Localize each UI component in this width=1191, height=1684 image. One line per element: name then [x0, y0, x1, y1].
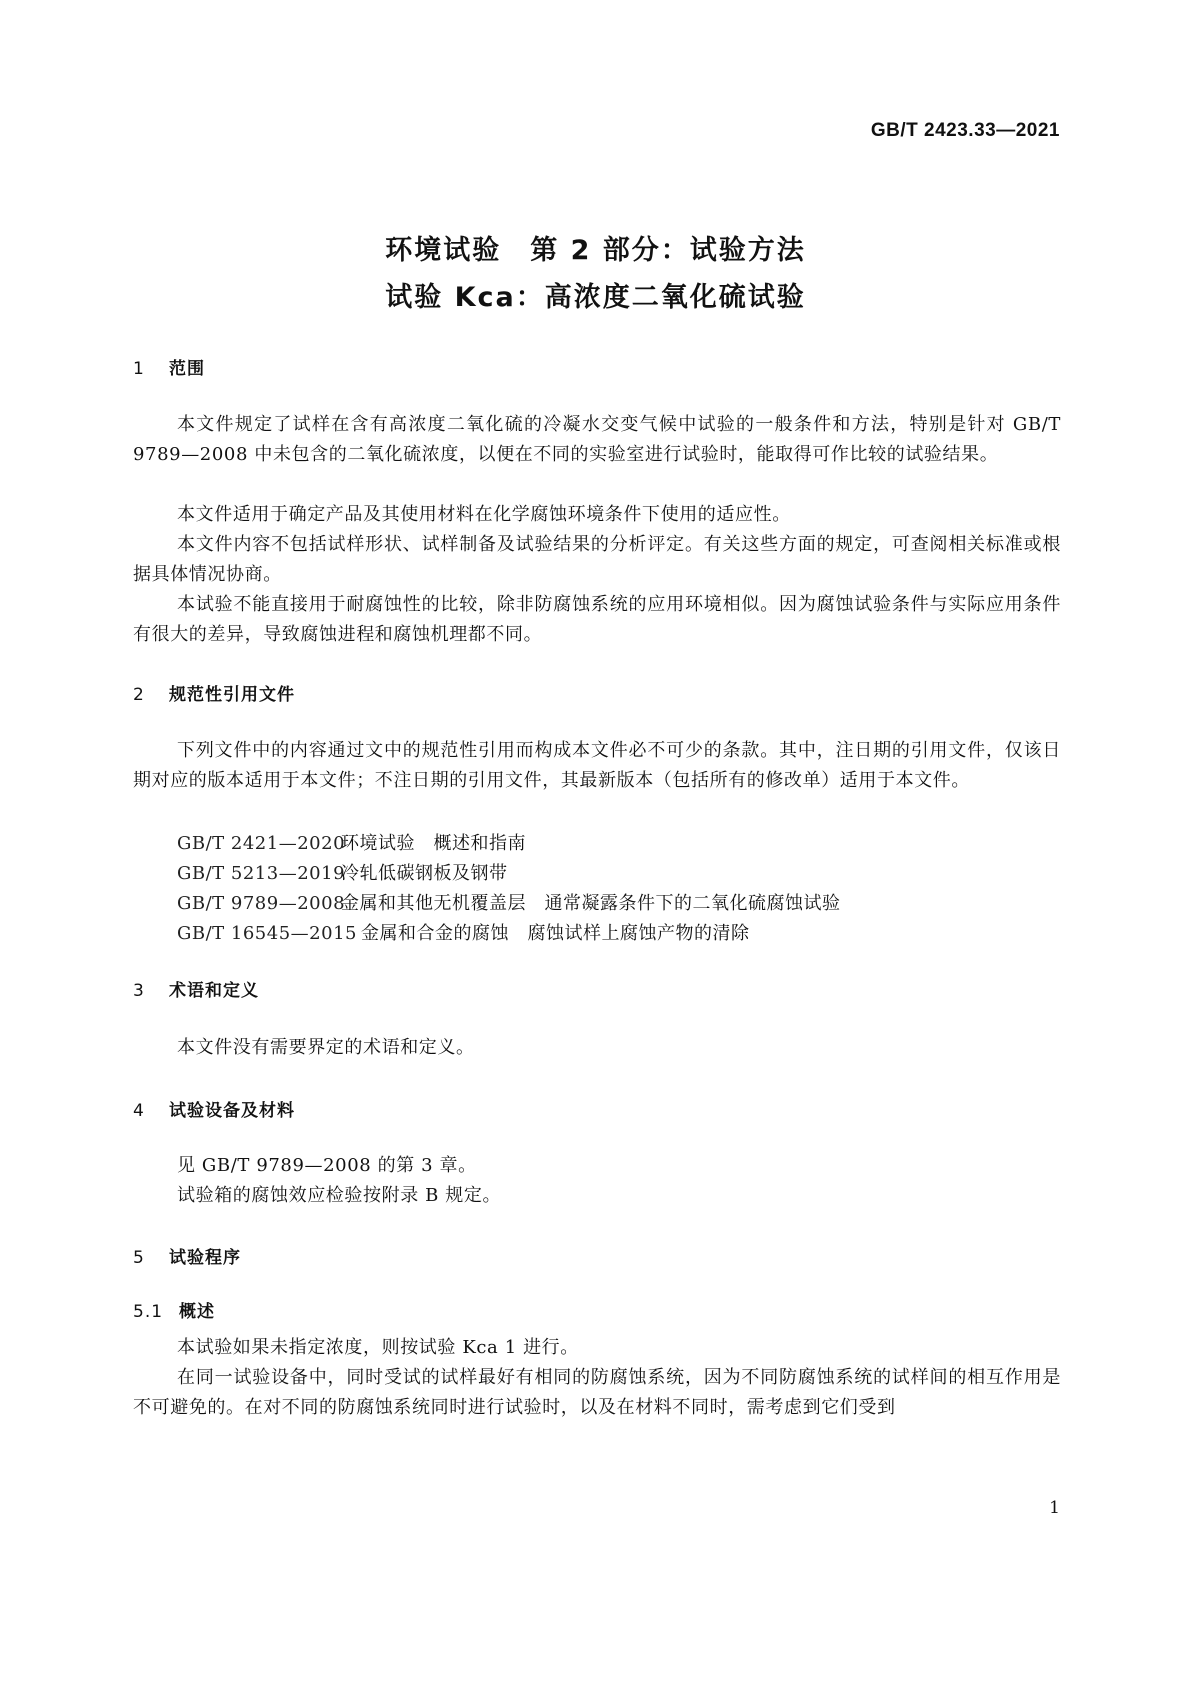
section-title: 试验设备及材料	[169, 1101, 295, 1121]
section-number: 5	[133, 1248, 145, 1268]
reference-title: 金属和合金的腐蚀 腐蚀试样上腐蚀产物的清除	[361, 923, 750, 944]
document-title-line-1: 环境试验 第 2 部分：试验方法	[385, 235, 806, 266]
document-title-line-2: 试验 Kca：高浓度二氧化硫试验	[385, 282, 806, 313]
section-title: 概述	[179, 1302, 215, 1322]
section-2-intro: 下列文件中的内容通过文中的规范性引用而构成本文件必不可少的条款。其中，注日期的引用文件，仅该日期对应的版本适用于本文件；不注日期的引用文件，其最新版本（包括所有的修改单）适用于本文件。	[133, 740, 1061, 791]
standard-code: GB/T 2423.33—2021	[870, 120, 1060, 141]
reference-item	[177, 889, 841, 915]
section-number: 2	[133, 685, 145, 705]
section-1-heading	[133, 354, 205, 379]
section-1-paragraph-1: 本文件规定了试样在含有高浓度二氧化硫的冷凝水交变气候中试验的一般条件和方法，特别是针对 GB/T 9789—2008 中未包含的二氧化硫浓度，以便在不同的实验室进行试验时，能取得可作比较的试验结果。	[133, 414, 1061, 465]
section-3-heading	[133, 976, 259, 1001]
section-title: 范围	[169, 359, 205, 379]
reference-code: GB/T 16545—2015	[177, 923, 357, 944]
section-number: 3	[133, 981, 145, 1001]
section-4-heading	[133, 1096, 295, 1121]
page-number: 1	[1049, 1498, 1060, 1518]
section-5-1-paragraph-2: 在同一试验设备中，同时受试的试样最好有相同的防腐蚀系统，因为不同防腐蚀系统的试样间的相互作用是不可避免的。在对不同的防腐蚀系统同时进行试验时，以及在材料不同时，需考虑到它们受到	[133, 1367, 1061, 1418]
reference-title: 金属和其他无机覆盖层 通常凝露条件下的二氧化硫腐蚀试验	[341, 893, 841, 914]
section-1-paragraph-4: 本试验不能直接用于耐腐蚀性的比较，除非防腐蚀系统的应用环境相似。因为腐蚀试验条件与实际应用条件有很大的差异，导致腐蚀进程和腐蚀机理都不同。	[133, 594, 1061, 645]
section-1-paragraph-2: 本文件适用于确定产品及其使用材料在化学腐蚀环境条件下使用的适应性。	[177, 504, 791, 525]
section-number: 1	[133, 359, 145, 379]
section-number: 5.1	[133, 1302, 164, 1322]
section-title: 规范性引用文件	[169, 685, 295, 705]
section-5-heading	[133, 1243, 241, 1268]
section-title: 试验程序	[169, 1248, 241, 1268]
reference-item	[177, 829, 526, 855]
section-4-paragraph-2: 试验箱的腐蚀效应检验按附录 B 规定。	[177, 1185, 502, 1206]
section-5-1-heading	[133, 1297, 215, 1322]
reference-item	[177, 919, 750, 945]
section-3-paragraph-1: 本文件没有需要界定的术语和定义。	[177, 1037, 475, 1058]
section-1-paragraph-3: 本文件内容不包括试样形状、试样制备及试验结果的分析评定。有关这些方面的规定，可查阅相关标准或根据具体情况协商。	[133, 534, 1061, 585]
section-4-paragraph-1: 见 GB/T 9789—2008 的第 3 章。	[177, 1155, 477, 1176]
reference-item	[177, 859, 508, 885]
section-2-heading	[133, 680, 295, 705]
reference-title: 环境试验 概述和指南	[341, 833, 526, 854]
section-title: 术语和定义	[169, 981, 259, 1001]
reference-code: GB/T 2421—2020	[177, 833, 346, 854]
section-5-1-paragraph-1: 本试验如果未指定浓度，则按试验 Kca 1 进行。	[177, 1337, 579, 1358]
section-number: 4	[133, 1101, 145, 1121]
reference-code: GB/T 9789—2008	[177, 893, 346, 914]
reference-code: GB/T 5213—2019	[177, 863, 346, 884]
reference-title: 冷轧低碳钢板及钢带	[341, 863, 508, 884]
